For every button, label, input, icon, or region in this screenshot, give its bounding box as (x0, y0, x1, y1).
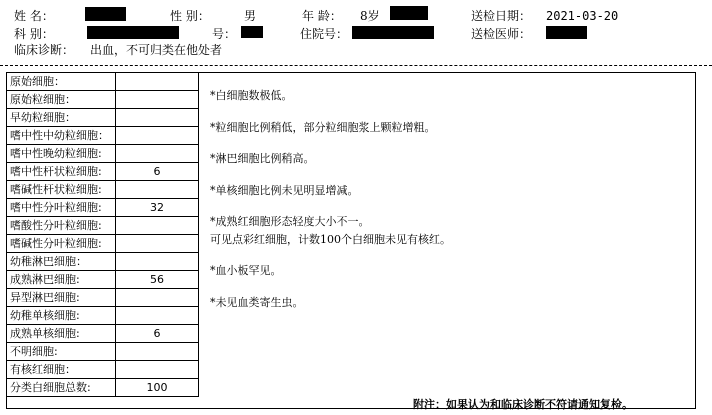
cell-value (116, 361, 199, 379)
cell-value (116, 235, 199, 253)
table-row (7, 289, 199, 307)
cell-value: 100 (116, 379, 199, 397)
redacted-inpatient (352, 26, 434, 39)
cell-value (116, 217, 199, 235)
cell-value (116, 91, 199, 109)
cell-name: 成熟淋巴细胞: (7, 271, 116, 289)
table-row (7, 307, 199, 325)
name-label: 姓 名： (14, 9, 54, 23)
doctor-label: 送检医师： (471, 27, 532, 41)
footnote: 附注：如果认为和临床诊断不符请通知复检。 (413, 398, 633, 411)
finding-stippled-rbc: 可见点彩红细胞，计数100个白细胞未见有核红。 (210, 233, 451, 246)
cell-name: 嗜中性杆状粒细胞: (7, 163, 116, 181)
cell-value (116, 181, 199, 199)
cell-value: 6 (116, 163, 199, 181)
date-label: 送检日期： (471, 9, 532, 23)
cell-name: 原始粒细胞： (7, 91, 116, 109)
cell-value (116, 253, 199, 271)
cell-value: 6 (116, 325, 199, 343)
redacted-age-extra (390, 6, 428, 20)
dept-label: 科 别： (14, 27, 54, 41)
cell-name: 早幼粒细胞： (7, 109, 116, 127)
inpatient-label: 住院号： (300, 27, 349, 41)
finding-rbc-morphology: *成熟红细胞形态轻度大小不一。 (210, 215, 370, 228)
table-row (7, 217, 199, 235)
table-row (7, 145, 199, 163)
cell-name: 嗜中性分叶粒细胞: (7, 199, 116, 217)
cell-name: 分类白细胞总数: (7, 379, 116, 397)
cell-value (116, 289, 199, 307)
table-row (7, 109, 199, 127)
redacted-number (241, 26, 263, 38)
cell-count-table (6, 72, 199, 397)
cell-name: 不明细胞: (7, 343, 116, 361)
finding-monocyte: *单核细胞比例未见明显增减。 (210, 184, 359, 197)
cell-value (116, 127, 199, 145)
number-label: 号： (212, 27, 237, 41)
table-row (7, 271, 199, 289)
finding-wbc-count: *白细胞数极低。 (210, 89, 293, 102)
table-row (7, 73, 199, 91)
redacted-dept (87, 26, 179, 39)
gender-label: 性 别： (170, 9, 210, 23)
cell-value (116, 73, 199, 91)
cell-value (116, 145, 199, 163)
cell-value (116, 307, 199, 325)
finding-platelet: *血小板罕见。 (210, 264, 282, 277)
finding-parasite: *未见血类寄生虫。 (210, 296, 304, 309)
cell-name: 原始细胞： (7, 73, 116, 91)
table-row (7, 163, 199, 181)
gender-value: 男 (244, 9, 257, 23)
cell-name: 幼稚淋巴细胞： (7, 253, 116, 271)
cell-name: 异型淋巴细胞: (7, 289, 116, 307)
table-row (7, 181, 199, 199)
table-row (7, 325, 199, 343)
cell-value: 32 (116, 199, 199, 217)
redacted-name (85, 7, 126, 21)
cell-name: 嗜碱性杆状粒细胞: (7, 181, 116, 199)
date-value: 2021-03-20 (546, 9, 619, 23)
age-label: 年 龄： (302, 9, 342, 23)
cell-name: 嗜碱性分叶粒细胞: (7, 235, 116, 253)
header-divider (0, 65, 712, 66)
age-value: 8岁 (360, 9, 380, 23)
table-row (7, 127, 199, 145)
table-row (7, 199, 199, 217)
cell-name: 嗜中性晚幼粒细胞: (7, 145, 116, 163)
cell-name: 嗜酸性分叶粒细胞: (7, 217, 116, 235)
diagnosis-label: 临床诊断： (14, 43, 75, 57)
finding-granulocyte: *粒细胞比例稍低，部分粒细胞浆上颗粒增粗。 (210, 121, 436, 134)
finding-lymphocyte: *淋巴细胞比例稍高。 (210, 152, 315, 165)
cell-value (116, 109, 199, 127)
table-row (7, 91, 199, 109)
cell-name: 有核红细胞： (7, 361, 116, 379)
cell-name: 成熟单核细胞: (7, 325, 116, 343)
table-row (7, 343, 199, 361)
cell-name: 嗜中性中幼粒细胞： (7, 127, 116, 145)
cell-value: 56 (116, 271, 199, 289)
table-row (7, 253, 199, 271)
diagnosis-value: 出血，不可归类在他处者 (90, 43, 223, 57)
table-row (7, 235, 199, 253)
redacted-doctor (546, 26, 587, 39)
table-row (7, 379, 199, 397)
cell-value (116, 343, 199, 361)
table-row (7, 361, 199, 379)
cell-name: 幼稚单核细胞: (7, 307, 116, 325)
